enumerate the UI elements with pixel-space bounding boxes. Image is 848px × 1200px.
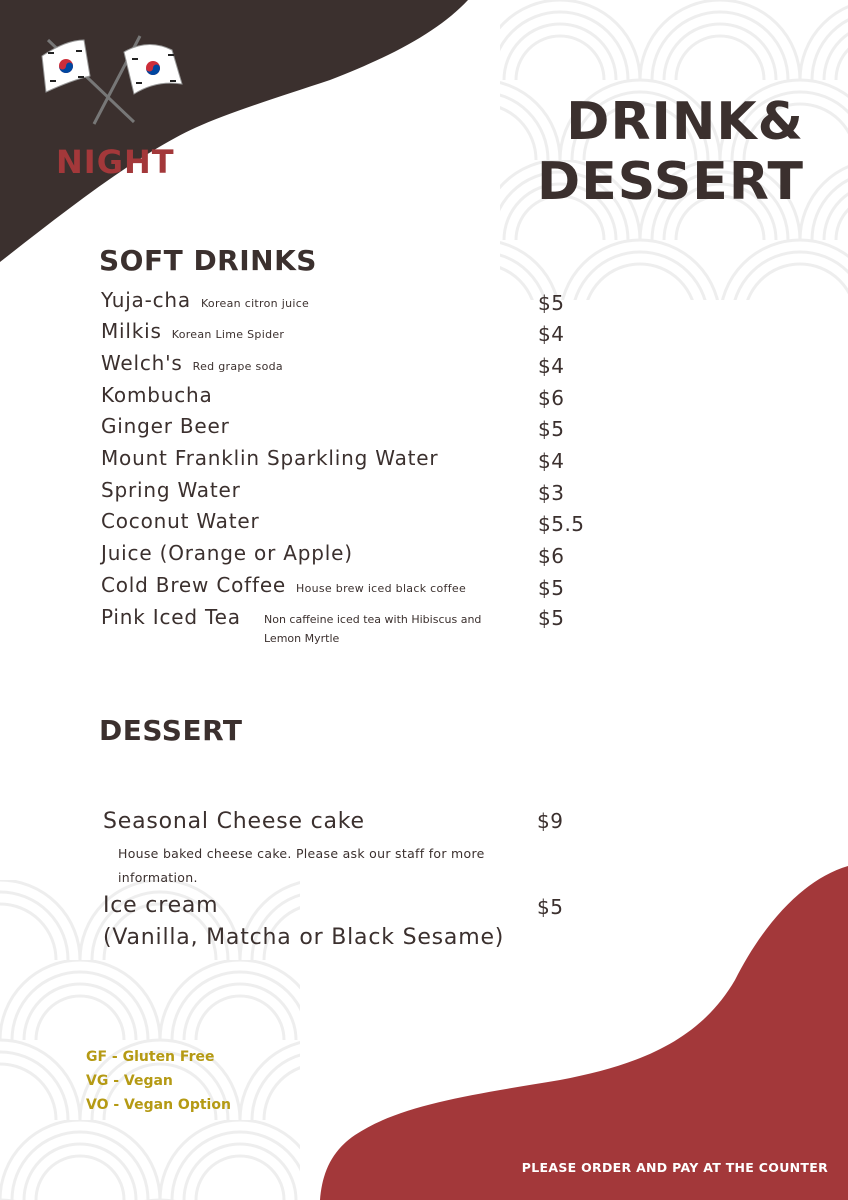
red-corner-shape xyxy=(320,866,848,1200)
item-name: Ice cream xyxy=(103,893,219,918)
item-price: $4 xyxy=(538,322,565,346)
item-price: $6 xyxy=(538,386,565,410)
page-title xyxy=(484,92,804,212)
list-item xyxy=(101,444,438,472)
item-name-line-2: (Vanilla, Matcha or Black Sesame) xyxy=(103,925,505,950)
item-name: Coconut Water xyxy=(101,509,260,533)
footer-note: PLEASE ORDER AND PAY AT THE COUNTER xyxy=(521,1160,828,1175)
title-line-2: DESSERT xyxy=(537,152,804,212)
list-item xyxy=(101,381,213,409)
item-price: $4 xyxy=(538,354,565,378)
title-line-1: DRINK& xyxy=(566,92,804,152)
item-name: Spring Water xyxy=(101,478,241,502)
item-price: $9 xyxy=(537,809,564,833)
item-desc: House brew iced black coffee xyxy=(296,582,467,595)
item-price: $5 xyxy=(537,895,564,919)
item-name: Pink Iced Tea xyxy=(101,605,241,629)
item-desc: Red grape soda xyxy=(192,360,283,373)
brand-name: NIGHT xyxy=(56,143,175,181)
item-desc: House baked cheese cake. Please ask our staff for more information. xyxy=(118,846,485,885)
item-desc: Korean Lime Spider xyxy=(171,328,285,341)
list-item xyxy=(101,539,353,567)
legend-vo: VO - Vegan Option xyxy=(86,1097,231,1113)
item-price: $5.5 xyxy=(538,512,585,536)
flags-emblem xyxy=(36,30,186,130)
item-name: Ginger Beer xyxy=(101,414,230,438)
korean-flag-icon xyxy=(94,36,182,124)
item-price: $5 xyxy=(538,291,565,315)
item-name: Juice (Orange or Apple) xyxy=(101,541,353,565)
item-name: Yuja-cha xyxy=(101,288,191,312)
item-name: Welch's xyxy=(101,351,183,375)
item-price: $5 xyxy=(538,606,565,630)
legend-gf: GF - Gluten Free xyxy=(86,1049,215,1065)
item-price: $5 xyxy=(538,417,565,441)
list-item xyxy=(101,412,230,440)
item-name: Cold Brew Coffee xyxy=(101,573,287,597)
item-desc: Non caffeine iced tea with Hibiscus and Lemon Myrtle xyxy=(264,613,482,645)
list-item xyxy=(101,286,309,314)
item-name: Milkis xyxy=(101,319,162,343)
item-price: $4 xyxy=(538,449,565,473)
item-price: $5 xyxy=(538,576,565,600)
list-item xyxy=(101,603,241,631)
item-desc: Korean citron juice xyxy=(200,297,310,310)
item-name: Seasonal Cheese cake xyxy=(103,809,365,834)
list-item xyxy=(101,349,283,377)
item-name: Mount Franklin Sparkling Water xyxy=(101,446,439,470)
list-item xyxy=(101,571,466,599)
item-price: $6 xyxy=(538,544,565,568)
item-name: Kombucha xyxy=(101,383,213,407)
soft-drinks-heading: SOFT DRINKS xyxy=(99,244,317,277)
legend-vg: VG - Vegan xyxy=(86,1073,173,1089)
list-item xyxy=(101,476,241,504)
dessert-heading: DESSERT xyxy=(99,714,243,747)
item-price: $3 xyxy=(538,481,565,505)
korean-flag-icon xyxy=(42,40,134,122)
list-item xyxy=(101,507,260,535)
list-item xyxy=(101,317,284,345)
